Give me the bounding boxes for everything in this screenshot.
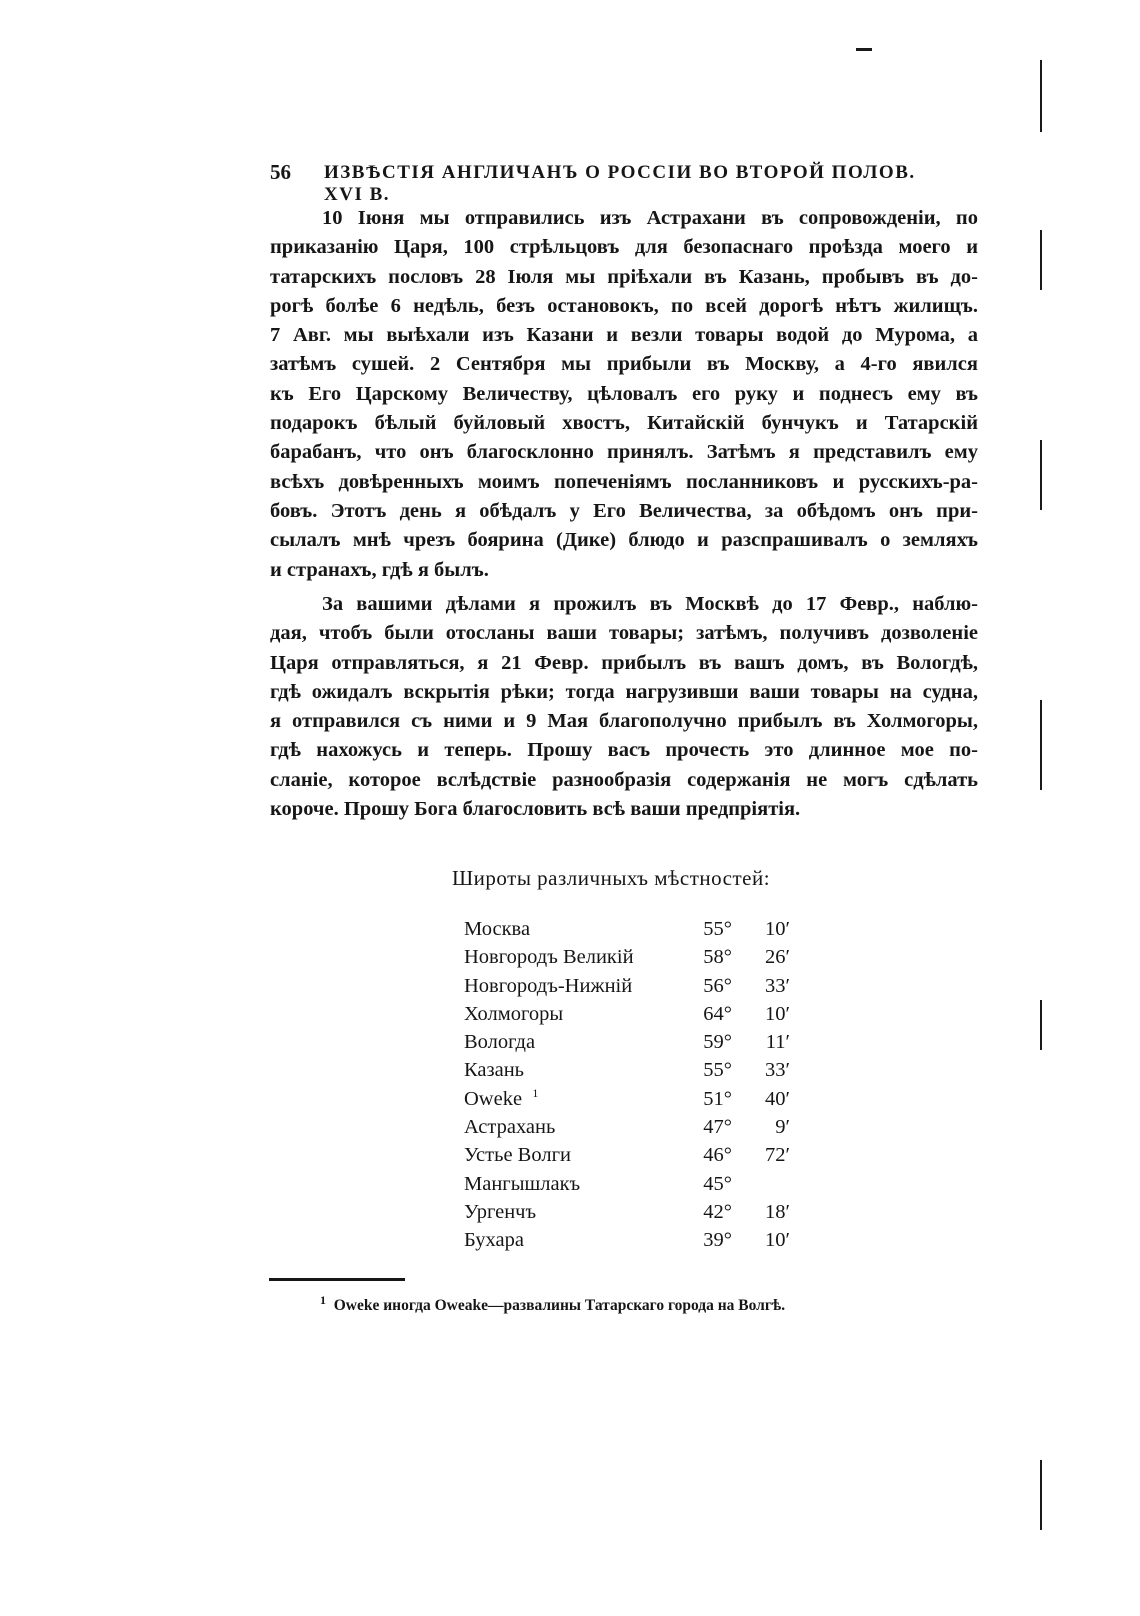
paragraph-1 — [270, 204, 978, 585]
latitude-minutes: 10′ — [765, 1229, 790, 1252]
latitude-degrees: 56° — [703, 974, 732, 997]
scan-mark-right-4 — [1040, 700, 1042, 790]
place-name: Устье Волги — [464, 1144, 571, 1167]
text-line: затѣмъ сушей. 2 Сентября мы прибыли въ Москву, а 4-го явился — [270, 353, 978, 376]
latitude-degrees: 46° — [703, 1144, 732, 1167]
place-name: Новгородъ Великій — [464, 946, 634, 969]
footnote — [320, 1292, 786, 1315]
latitude-degrees: 55° — [703, 1059, 732, 1082]
scan-mark-top — [856, 48, 872, 51]
text-line: барабанъ, что онъ благосклонно принялъ. Затѣмъ я представилъ ему — [270, 441, 978, 464]
footnote-marker: 1 — [532, 1085, 539, 1100]
latitude-row — [464, 1173, 804, 1201]
latitude-minutes: 72′ — [765, 1144, 790, 1167]
latitude-row — [464, 1116, 804, 1144]
place-name: Новгородъ-Нижній — [464, 974, 633, 997]
latitude-degrees: 39° — [703, 1229, 732, 1252]
footnote-marker: 1 — [320, 1292, 326, 1307]
text-line: подарокъ бѣлый буйловый хвостъ, Китайскій бунчукъ и Татарскій — [270, 412, 978, 435]
latitudes-table — [464, 918, 804, 1258]
place-name: Вологда — [464, 1031, 536, 1054]
latitude-degrees: 47° — [703, 1116, 732, 1139]
scan-mark-right-6 — [1040, 1460, 1042, 1530]
place-name-with-note — [464, 1085, 539, 1111]
latitude-row — [464, 975, 804, 1003]
place-name: Москва — [464, 918, 531, 940]
text-line: всѣхъ довѣренныхъ моимъ попеченіямъ посланниковъ и русскихъ-ра- — [270, 470, 978, 493]
text-line: короче. Прошу Бога благословить всѣ ваши предпріятія. — [270, 798, 801, 821]
scan-mark-right-1 — [1040, 60, 1042, 132]
scan-mark-right-5 — [1040, 1000, 1042, 1050]
paragraph-2 — [270, 590, 978, 824]
place-name: Мангышлакъ — [464, 1172, 581, 1195]
text-line: Царя отправляться, я 21 Февр. прибылъ въ вашъ домъ, въ Вологдѣ, — [270, 651, 978, 674]
text-line: и странахъ, гдѣ я былъ. — [270, 558, 489, 581]
latitude-row — [464, 946, 804, 974]
latitude-minutes: 40′ — [765, 1087, 790, 1110]
latitude-minutes: 26′ — [765, 946, 790, 969]
latitude-minutes: 10′ — [765, 918, 790, 940]
latitude-degrees: 42° — [703, 1200, 732, 1223]
text-line: я отправился съ ними и 9 Мая благополучно прибылъ въ Холмогоры, — [270, 710, 978, 733]
latitude-degrees: 59° — [703, 1031, 732, 1054]
latitude-minutes: 33′ — [765, 1059, 790, 1082]
text-line: дая, чтобъ были отосланы ваши товары; затѣмъ, получивъ дозволеніе — [270, 622, 978, 645]
place-name: Ургенчъ — [464, 1200, 537, 1223]
latitude-row — [464, 1201, 804, 1229]
place-name: Бухара — [464, 1229, 524, 1252]
latitudes-title: Широты различныхъ мѣстностей: — [452, 866, 771, 890]
text-line: рогѣ болѣе 6 недѣль, безъ остановокъ, по всей дорогѣ нѣтъ жилищъ. — [270, 294, 978, 317]
latitude-degrees: 64° — [703, 1002, 732, 1025]
latitude-minutes: 9′ — [775, 1116, 790, 1139]
text-line: къ Его Царскому Величеству, цѣловалъ его руку и поднесъ ему въ — [270, 382, 978, 405]
latitude-row — [464, 918, 804, 946]
latitude-degrees: 58° — [703, 946, 732, 969]
text-line: татарскихъ пословъ 28 Іюля мы пріѣхали въ Казань, пробывъ въ до- — [270, 265, 978, 288]
latitude-minutes: 10′ — [765, 1002, 790, 1025]
latitude-row — [464, 1144, 804, 1172]
scan-mark-right-3 — [1040, 440, 1042, 510]
page-number: 56 — [270, 160, 291, 184]
footnote-text: Oweke иногда Oweake—развалины Татарскаго города на Волгѣ. — [333, 1297, 786, 1314]
latitude-minutes: 18′ — [765, 1200, 790, 1223]
place-name: Холмогоры — [464, 1002, 564, 1025]
latitude-degrees: 55° — [703, 918, 732, 940]
scan-mark-right-2 — [1040, 230, 1042, 290]
text-line: приказанію Царя, 100 стрѣльцовъ для безопаснаго проѣзда моего и — [270, 236, 978, 259]
text-line: бовъ. Этотъ день я обѣдалъ у Его Величества, за обѣдомъ онъ при- — [270, 499, 978, 522]
running-title: ИЗВѢСТІЯ АНГЛИЧАНЪ О РОССІИ ВО ВТОРОЙ ПОЛОВ. XVI В. — [324, 162, 916, 205]
latitude-minutes: 33′ — [765, 974, 790, 997]
text-line: 10 Іюня мы отправились изъ Астрахани въ сопровожденіи, по — [322, 207, 978, 229]
latitude-row — [464, 1031, 804, 1059]
text-line: За вашими дѣлами я прожилъ въ Москвѣ до 17 Февр., наблю- — [322, 593, 978, 615]
page-header — [270, 160, 930, 205]
place-name: Oweke — [464, 1087, 523, 1110]
latitude-degrees: 51° — [703, 1087, 732, 1110]
place-name: Казань — [464, 1059, 525, 1082]
text-line: гдѣ нахожусь и теперь. Прошу васъ прочесть это длинное мое по- — [270, 739, 978, 762]
text-line: гдѣ ожидалъ вскрытія рѣки; тогда нагрузивши ваши товары на судна, — [270, 680, 978, 703]
latitude-row — [464, 1229, 804, 1257]
place-name: Астрахань — [464, 1116, 556, 1139]
latitude-degrees: 45° — [703, 1172, 732, 1195]
latitude-row — [464, 1085, 804, 1116]
latitude-minutes: 11′ — [765, 1031, 790, 1054]
text-line: 7 Авг. мы выѣхали изъ Казани и везли товары водой до Мурома, а — [270, 324, 978, 347]
footnote-rule — [269, 1278, 405, 1281]
text-line: сланіе, которое вслѣдствіе разнообразія содержанія не могъ сдѣлать — [270, 768, 978, 791]
text-line: сылалъ мнѣ чрезъ боярина (Дике) блюдо и разспрашивалъ о земляхъ — [270, 529, 978, 552]
latitude-row — [464, 1003, 804, 1031]
latitude-row — [464, 1059, 804, 1087]
